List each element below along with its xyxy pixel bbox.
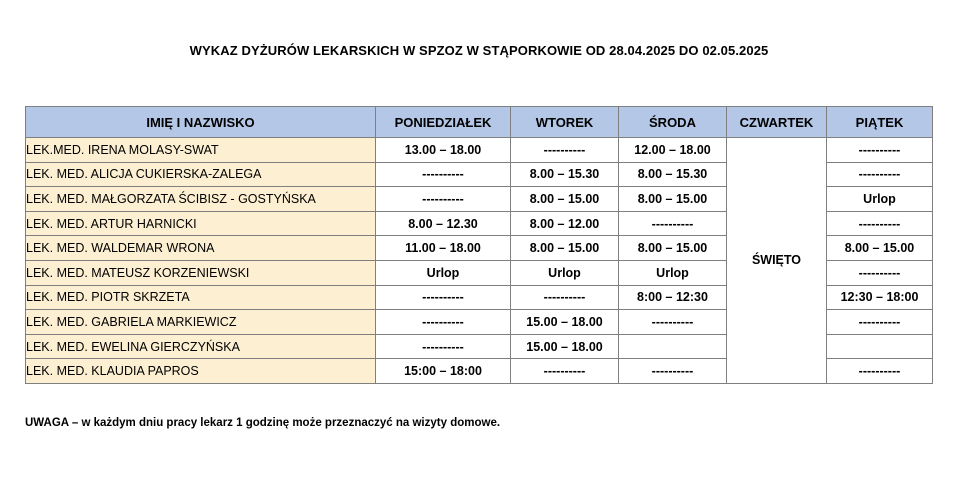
monday-cell: 8.00 – 12.30 (376, 211, 511, 236)
friday-cell: ---------- (827, 162, 933, 187)
friday-cell: ---------- (827, 138, 933, 163)
wednesday-cell: 8:00 – 12:30 (619, 285, 727, 310)
friday-cell: ---------- (827, 310, 933, 335)
friday-cell: 12:30 – 18:00 (827, 285, 933, 310)
monday-cell: 11.00 – 18.00 (376, 236, 511, 261)
monday-cell: ---------- (376, 285, 511, 310)
doctor-name: LEK. MED. ALICJA CUKIERSKA-ZALEGA (26, 162, 376, 187)
wednesday-cell: 8.00 – 15.00 (619, 236, 727, 261)
friday-cell (827, 334, 933, 359)
thursday-holiday-cell: ŚWIĘTO (727, 138, 827, 384)
monday-cell: ---------- (376, 334, 511, 359)
header-tuesday: WTOREK (511, 107, 619, 138)
tuesday-cell: ---------- (511, 138, 619, 163)
tuesday-cell: 15.00 – 18.00 (511, 334, 619, 359)
doctor-name: LEK. MED. WALDEMAR WRONA (26, 236, 376, 261)
wednesday-cell: ---------- (619, 310, 727, 335)
tuesday-cell: 8.00 – 15.00 (511, 187, 619, 212)
doctor-name: LEK. MED. GABRIELA MARKIEWICZ (26, 310, 376, 335)
monday-cell: 15:00 – 18:00 (376, 359, 511, 384)
wednesday-cell (619, 334, 727, 359)
header-name: IMIĘ I NAZWISKO (26, 107, 376, 138)
tuesday-cell: 8.00 – 15.00 (511, 236, 619, 261)
doctor-name: LEK. MED. KLAUDIA PAPROS (26, 359, 376, 384)
header-friday: PIĄTEK (827, 107, 933, 138)
wednesday-cell: Urlop (619, 260, 727, 285)
tuesday-cell: 15.00 – 18.00 (511, 310, 619, 335)
doctor-name: LEK.MED. IRENA MOLASY-SWAT (26, 138, 376, 163)
tuesday-cell: ---------- (511, 359, 619, 384)
wednesday-cell: 12.00 – 18.00 (619, 138, 727, 163)
friday-cell: 8.00 – 15.00 (827, 236, 933, 261)
header-thursday: CZWARTEK (727, 107, 827, 138)
document-title: WYKAZ DYŻURÓW LEKARSKICH W SPZOZ W STĄPORKOWIE OD 28.04.2025 DO 02.05.2025 (189, 43, 769, 58)
friday-cell: ---------- (827, 260, 933, 285)
tuesday-cell: 8.00 – 12.00 (511, 211, 619, 236)
table-header-row (26, 107, 933, 138)
doctor-name: LEK. MED. PIOTR SKRZETA (26, 285, 376, 310)
duty-schedule-table (25, 106, 933, 384)
wednesday-cell: 8.00 – 15.00 (619, 187, 727, 212)
house-visits-note: UWAGA – w każdym dniu pracy lekarz 1 godzinę może przeznaczyć na wizyty domowe. (25, 417, 501, 429)
header-wednesday: ŚRODA (619, 107, 727, 138)
wednesday-cell: ---------- (619, 359, 727, 384)
monday-cell: ---------- (376, 187, 511, 212)
friday-cell: ---------- (827, 211, 933, 236)
table-row (26, 138, 933, 163)
monday-cell: ---------- (376, 162, 511, 187)
doctor-name: LEK. MED. EWELINA GIERCZYŃSKA (26, 334, 376, 359)
monday-cell: Urlop (376, 260, 511, 285)
friday-cell: Urlop (827, 187, 933, 212)
tuesday-cell: 8.00 – 15.30 (511, 162, 619, 187)
monday-cell: ---------- (376, 310, 511, 335)
wednesday-cell: 8.00 – 15.30 (619, 162, 727, 187)
friday-cell: ---------- (827, 359, 933, 384)
wednesday-cell: ---------- (619, 211, 727, 236)
header-monday: PONIEDZIAŁEK (376, 107, 511, 138)
monday-cell: 13.00 – 18.00 (376, 138, 511, 163)
tuesday-cell: ---------- (511, 285, 619, 310)
tuesday-cell: Urlop (511, 260, 619, 285)
doctor-name: LEK. MED. MAŁGORZATA ŚCIBISZ - GOSTYŃSKA (26, 187, 376, 212)
doctor-name: LEK. MED. ARTUR HARNICKI (26, 211, 376, 236)
doctor-name: LEK. MED. MATEUSZ KORZENIEWSKI (26, 260, 376, 285)
